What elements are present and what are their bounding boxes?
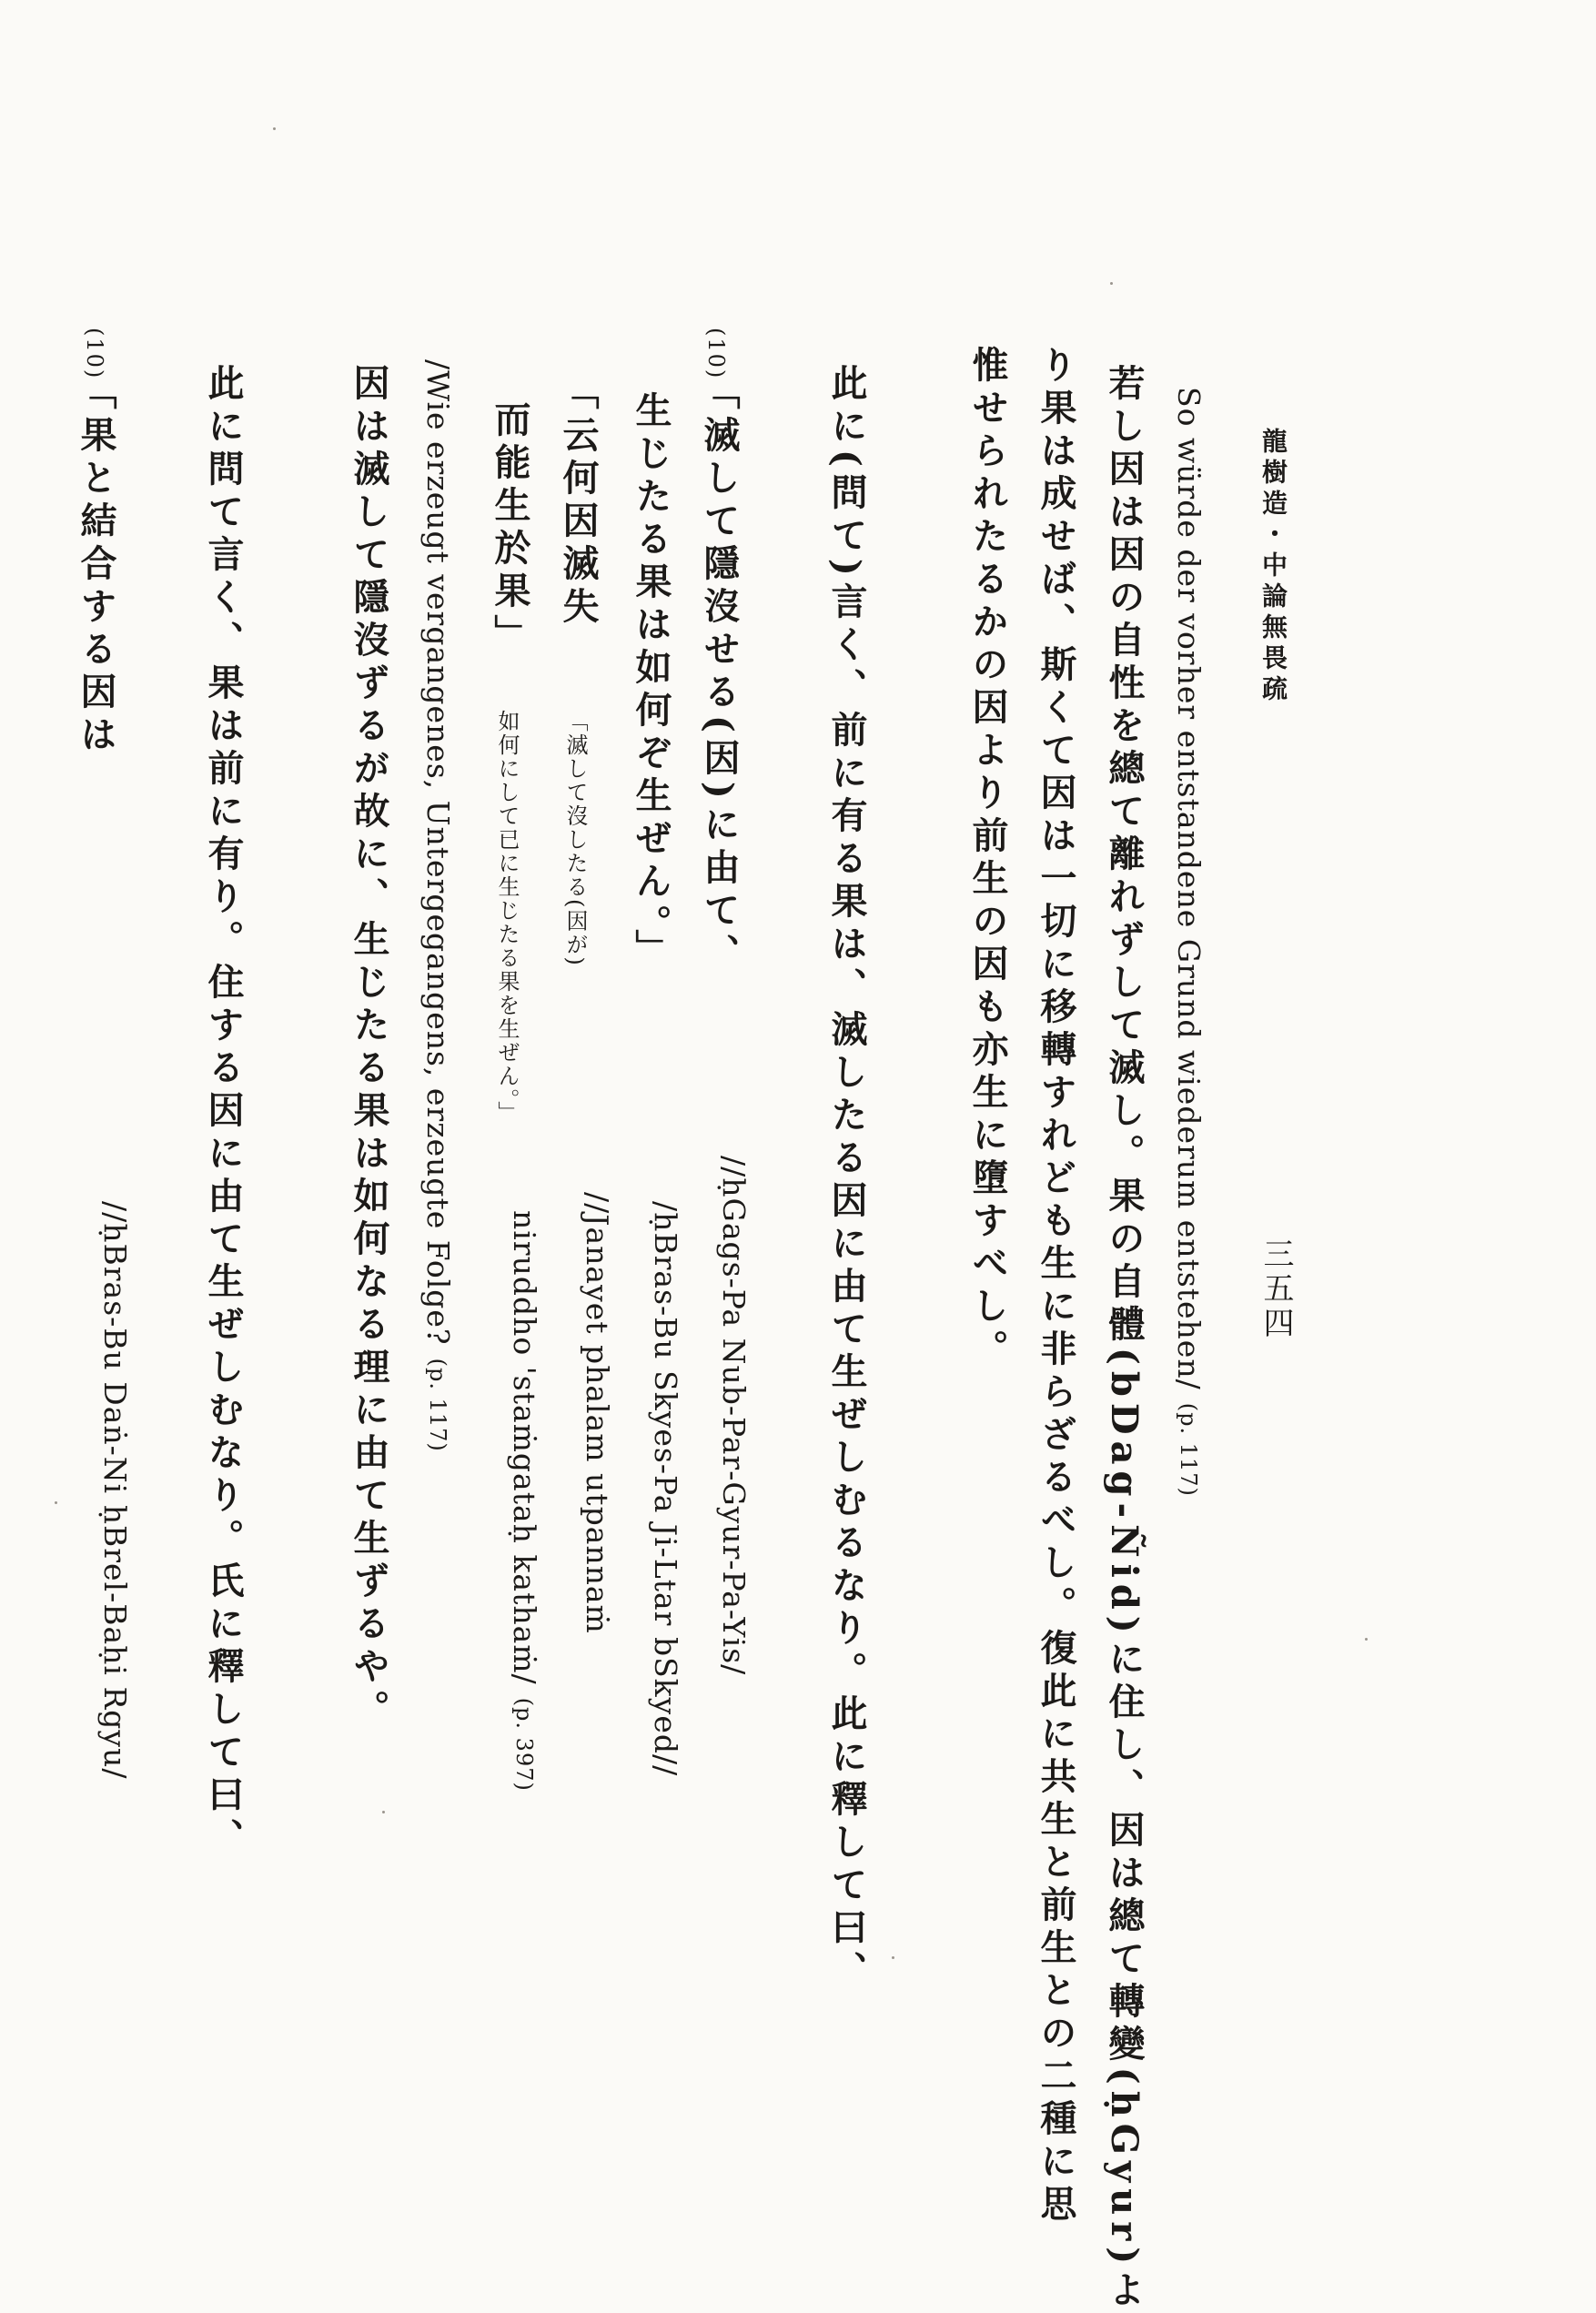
running-title: 龍樹造・中論無畏疏 bbox=[1258, 428, 1288, 706]
verse-line-1: 「滅して隱沒せる(因)に由て、 bbox=[698, 373, 741, 976]
sanskrit-line-2: niruddho 'staṁgataḥ kathaṁ/ bbox=[507, 1210, 542, 1685]
sanskrit-column bbox=[507, 1210, 542, 1792]
text-column-1 bbox=[1171, 387, 1207, 1497]
text-column-4: 惟せられたるかの因より前生の因も亦生に墮すべし。 bbox=[966, 346, 1009, 1372]
chinese-verse-2: 而能生於果」 bbox=[489, 400, 531, 657]
page-reference: (p. 397) bbox=[511, 1697, 537, 1792]
tibetan-line-1: //ḥGags-Pa Nub-Par-Gyur-Pa-Yis/ bbox=[716, 1156, 752, 1676]
verse-marker: (10) bbox=[703, 328, 729, 380]
page-reference: (p. 117) bbox=[425, 1358, 450, 1452]
gloss-note-2: 如何にして已に生じたる果を生ぜん。」 bbox=[494, 710, 520, 1125]
sanskrit-line-1: //Janayet phalam utpannaṁ bbox=[580, 1192, 615, 1634]
scan-speck bbox=[892, 1956, 894, 1959]
gloss-note-1: 「滅して沒したる(因が) bbox=[562, 710, 588, 967]
text-column-3: り果は成せば、斯くて因は一切に移轉すれども生に非らざるべし。復此に共生と前生との二種に思 bbox=[1035, 346, 1077, 2227]
latin-text: So würde der vorher entstandene Grund wiederum entstehen/ bbox=[1171, 387, 1207, 1390]
page-reference: (p. 117) bbox=[1176, 1402, 1201, 1497]
scan-speck bbox=[273, 127, 276, 130]
scan-speck bbox=[1110, 282, 1113, 285]
verse-line-2: 生じたる果は如何ぞ生ぜん。」 bbox=[630, 391, 672, 972]
text-column-11: 因は滅して隱沒ずるが故に、生じたる果は如何なる理に由て生ずるや。 bbox=[348, 364, 390, 1732]
text-column-10 bbox=[420, 359, 456, 1452]
verse-marker-2: (10) bbox=[82, 328, 107, 380]
scan-speck bbox=[55, 1501, 57, 1504]
text-column-5: 此に(問て)言く、前に有る果は、滅したる因に由て生ぜしむるなり。此に釋して曰、 bbox=[825, 364, 868, 1994]
page-number: 三五四 bbox=[1258, 1237, 1294, 1341]
chinese-verse-1: 「云何因滅失 bbox=[557, 373, 600, 630]
text-column-2: 若し因は因の自性を總て離れずして滅し。果の自體(bDag-Ñid)に住し、因は總て轉變(ḥGyur)よ bbox=[1103, 364, 1146, 2313]
verse-line-3: 「果と結合する因は bbox=[75, 373, 117, 758]
scan-speck bbox=[382, 1811, 385, 1813]
latin-text: /Wie erzeugt vergangenes, Untergegangens, erzeugte Folge? bbox=[420, 359, 456, 1346]
tibetan-line-2: /ḥBras-Bu Skyes-Pa Ji-Ltar bSkyed// bbox=[648, 1201, 683, 1777]
tibetan-line-3: //ḥBras-Bu Daṅ-Ni ḥBrel-Baḥi Rgyu/ bbox=[97, 1201, 133, 1780]
text-column-12: 此に問て言く、果は前に有り。住する因に由て生ぜしむなり。氏に釋して曰、 bbox=[202, 364, 245, 1861]
scan-speck bbox=[1365, 1638, 1368, 1641]
